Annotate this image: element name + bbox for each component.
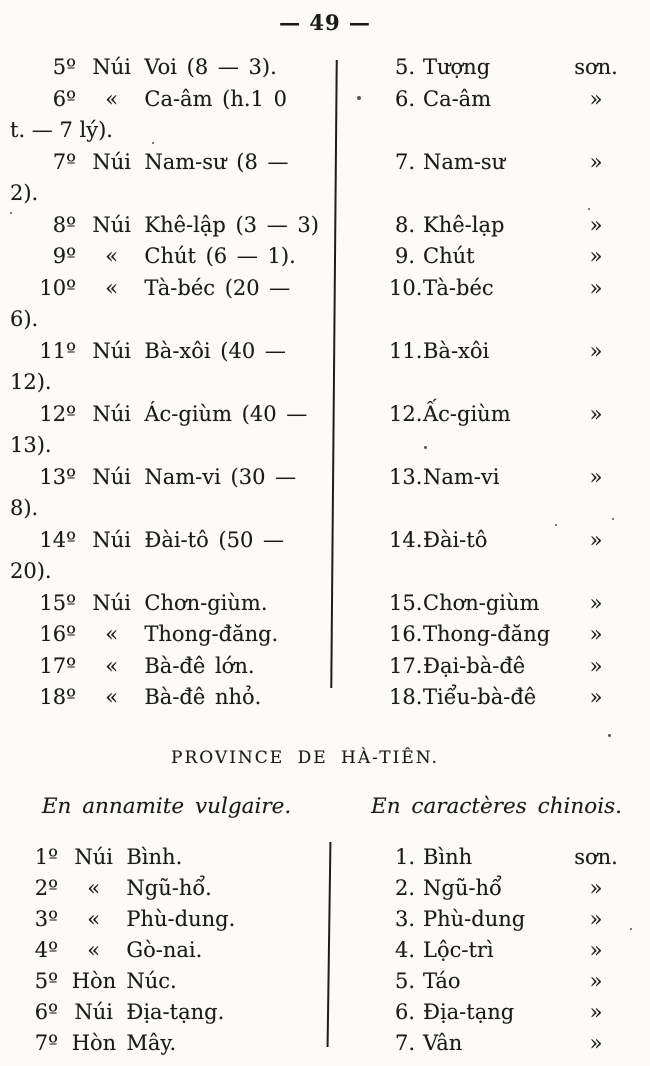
annamite-line [0,525,333,557]
entry-suffix-mark: » [589,937,603,962]
entry-ordinal: 17º [39,653,76,678]
annamite-cell [0,147,333,210]
chinese-cell [333,1028,650,1059]
entry-prefix: « [105,86,119,111]
chinese-cell [333,651,650,683]
entry-suffix-mark: » [589,464,603,489]
ink-speck [10,212,12,214]
chinese-cell [333,399,650,431]
annamite-cell [0,966,333,997]
page-number: — 49 — [279,10,371,35]
entry-suffix-mark: » [589,244,603,268]
annamite-line [0,682,333,714]
entry-ordinal: 6º [34,999,58,1024]
entry-prefix: Núi [92,590,131,615]
entry-ordinal: 18º [39,685,76,709]
entry-suffix-mark: » [589,527,603,552]
entry-number: 18. [389,685,423,709]
entry-prefix: « [87,906,101,931]
hatien-rows [0,842,650,1059]
annamite-cell [0,52,333,84]
entry-ordinal: 7º [52,149,76,174]
annamite-line [0,147,333,179]
entry-number: 13. [389,464,423,489]
continuation-line: 20). [10,559,52,583]
entry-suffix-mark: » [589,999,603,1024]
entry-name: Nam-vi (30 — [144,464,297,489]
chinese-cell [333,147,650,179]
annamite-line [0,588,333,620]
list-row [0,399,650,462]
entry-suffix-mark: » [589,86,603,111]
entry-prefix: Núi [92,149,131,174]
annamite-cell [0,210,333,242]
chinese-cell [333,904,650,935]
entry-suffix-mark: » [589,622,603,646]
entry-prefix: Hòn [71,1030,117,1055]
entry-prefix: « [105,653,119,678]
entry-number: 16. [389,622,423,646]
annamite-cell [0,873,333,904]
entry-name-chinese: Phù-dung [423,906,526,931]
entry-name: Bà-đê lớn. [144,653,255,678]
list-row [0,842,650,873]
entry-number: 7. [394,149,415,174]
entry-number: 15. [389,590,423,615]
entry-suffix-mark: » [589,401,603,426]
annamite-cell [0,273,333,336]
entry-number: 14. [389,527,423,552]
list-row [0,462,650,525]
annamite-line [0,241,333,273]
entry-number: 8. [394,212,415,237]
entry-name: Núc. [126,968,177,993]
annamite-line [0,399,333,431]
entry-ordinal: 8º [52,212,76,237]
column-header-chinois: En caractères chinois. [371,793,622,819]
entry-name: Bà-đê nhỏ. [144,685,262,709]
entry-prefix: Núi [92,464,131,489]
entry-prefix: Núi [74,844,113,869]
entry-name: Phù-dung. [126,906,236,931]
entry-prefix: Núi [92,338,131,363]
entry-name-chinese: Chơn-giùm [423,590,540,615]
entry-name: Ác-giùm (40 — [144,401,308,426]
chinese-cell [333,966,650,997]
annamite-cell [0,462,333,525]
entry-ordinal: 9º [52,244,76,268]
chinese-cell [333,588,650,620]
entry-number: 12. [389,401,423,426]
entry-prefix: « [105,244,119,268]
entry-ordinal: 5º [34,968,58,993]
entry-name-chinese: Tượng [423,55,491,79]
entry-ordinal: 12º [39,401,76,426]
entry-number: 2. [394,875,415,900]
list-row [0,273,650,336]
hatien-list [0,842,650,1059]
list-row [0,52,650,84]
entry-suffix-mark: sơn. [574,55,618,79]
annamite-line [0,619,333,651]
list-row [0,84,650,147]
chaudoc-list [0,52,650,714]
entry-name-chinese: Bà-xôi [423,338,490,363]
column-header-annamite: En annamite vulgaire. [41,793,292,819]
entry-number: 10. [389,275,423,300]
continuation-line: 12). [10,370,52,394]
entry-name: Khê-lập (3 — 3) [144,212,319,237]
annamite-cell [0,904,333,935]
annamite-cell [0,399,333,462]
entry-name: Gò-nai. [126,937,203,962]
entry-ordinal: 1º [34,844,58,869]
chinese-cell [333,210,650,242]
entry-ordinal: 4º [34,937,58,962]
continuation-line: 13). [10,433,52,457]
entry-name: Ngũ-hổ. [126,875,212,900]
list-row [0,210,650,242]
chinese-cell [333,997,650,1028]
entry-number: 11. [389,338,423,363]
entry-number: 9. [394,244,415,268]
entry-number: 1. [394,844,415,869]
chinese-cell [333,84,650,116]
entry-number: 4. [394,937,415,962]
entry-ordinal: 2º [34,875,58,900]
entry-name-chinese: Vân [423,1030,463,1055]
entry-number: 7. [394,1030,415,1055]
entry-suffix-mark: » [589,212,603,237]
annamite-cell [0,842,333,873]
chinese-cell [333,873,650,904]
entry-name: Đài-tô (50 — [144,527,285,552]
entry-suffix-mark: » [589,906,603,931]
list-row [0,241,650,273]
chinese-cell [333,336,650,368]
chinese-cell [333,935,650,966]
annamite-line [0,651,333,683]
ink-speck [588,208,590,210]
entry-suffix-mark: » [589,685,603,709]
chinese-cell [333,842,650,873]
entry-ordinal: 5º [52,55,76,79]
entry-number: 17. [389,653,423,678]
entry-suffix-mark: » [589,275,603,300]
entry-name-chinese: Bình [423,844,473,869]
entry-ordinal: 11º [39,338,76,363]
chinese-cell [333,273,650,305]
chinese-cell [333,52,650,84]
entry-name: Địa-tạng. [126,999,225,1024]
entry-ordinal: 10º [39,275,76,300]
entry-name-chinese: Thong-đăng [423,622,551,646]
entry-ordinal: 14º [39,527,76,552]
entry-name: Tà-béc (20 — [144,275,291,300]
chinese-cell [333,241,650,273]
entry-name-chinese: Đài-tô [423,527,488,552]
entry-name-chinese: Chút [423,244,475,268]
annamite-cell [0,336,333,399]
annamite-cell [0,935,333,966]
column-headers [0,794,650,819]
entry-prefix: Núi [92,401,131,426]
entry-name: Voi (8 — 3). [144,55,277,79]
annamite-line [0,336,333,368]
list-row [0,588,650,620]
entry-name: Thong-đăng. [144,622,279,646]
chaudoc-rows [0,52,650,714]
entry-name-chinese: Tà-béc [423,275,494,300]
entry-prefix: « [87,937,101,962]
entry-name-chinese: Địa-tạng [423,999,515,1024]
annamite-cell [0,241,333,273]
annamite-line [0,997,333,1028]
ink-speck [424,446,427,449]
entry-name: Chút (6 — 1). [144,244,296,268]
list-row [0,904,650,935]
entry-prefix: Núi [92,55,131,79]
entry-suffix-mark: » [589,338,603,363]
annamite-line [0,1028,333,1059]
entry-ordinal: 13º [39,464,76,489]
annamite-cell [0,682,333,714]
continuation-line: t. — 7 lý). [10,118,113,142]
annamite-line [0,462,333,494]
ink-speck [608,734,611,737]
entry-name-chinese: Nam-sư [423,149,506,174]
annamite-cell [0,651,333,683]
entry-prefix: Núi [74,999,113,1024]
entry-name-chinese: Lộc-trì [423,937,494,962]
chinese-cell [333,525,650,557]
annamite-line [0,935,333,966]
chinese-cell [333,619,650,651]
entry-prefix: Núi [92,527,131,552]
entry-number: 3. [394,906,415,931]
entry-name-chinese: Ca-âm [423,86,492,111]
entry-number: 5. [394,968,415,993]
entry-prefix: « [87,875,101,900]
section-heading: PROVINCE DE HÀ-TIÊN. [171,747,439,768]
entry-number: 6. [394,86,415,111]
entry-name-chinese: Nam-vi [423,464,500,489]
ink-speck [357,96,361,100]
annamite-line [0,52,333,84]
entry-ordinal: 16º [39,622,76,646]
list-row [0,682,650,714]
ink-speck [152,142,154,144]
list-row [0,1028,650,1059]
entry-prefix: « [105,275,119,300]
list-row [0,873,650,904]
annamite-line [0,904,333,935]
annamite-line [0,84,333,116]
entry-name: Bình. [126,844,183,869]
continuation-line: 2). [10,181,39,205]
list-row [0,651,650,683]
chinese-cell [333,462,650,494]
entry-suffix-mark: » [589,590,603,615]
annamite-line [0,966,333,997]
entry-suffix-mark: » [589,653,603,678]
entry-prefix: « [105,685,119,709]
entry-name-chinese: Táo [423,968,461,993]
entry-ordinal: 6º [52,86,76,111]
ink-speck [612,518,614,520]
entry-suffix-mark: » [589,149,603,174]
entry-prefix: « [105,622,119,646]
entry-name-chinese: Ngũ-hổ [423,875,502,900]
annamite-cell [0,997,333,1028]
annamite-cell [0,84,333,147]
list-row [0,997,650,1028]
continuation-line: 6). [10,307,39,331]
entry-ordinal: 3º [34,906,58,931]
entry-name: Bà-xôi (40 — [144,338,286,363]
list-row [0,619,650,651]
entry-number: 6. [394,999,415,1024]
annamite-cell [0,1028,333,1059]
annamite-cell [0,525,333,588]
entry-name: Nam-sư (8 — [144,149,289,174]
annamite-cell [0,588,333,620]
list-row [0,147,650,210]
entry-ordinal: 7º [34,1030,58,1055]
entry-suffix-mark: » [589,875,603,900]
entry-name-chinese: Đại-bà-đê [423,653,526,678]
entry-ordinal: 15º [39,590,76,615]
entry-name: Chơn-giùm. [144,590,268,615]
entry-prefix: Hòn [71,968,117,993]
annamite-line [0,210,333,242]
ink-speck [630,928,632,930]
continuation-line: 8). [10,496,39,520]
entry-prefix: Núi [92,212,131,237]
entry-suffix-mark: » [589,968,603,993]
entry-name-chinese: Tiểu-bà-đê [423,685,537,709]
entry-name: Ca-âm (h.1 0 [144,86,287,111]
annamite-line [0,873,333,904]
entry-suffix-mark: sơn. [574,844,618,869]
list-row [0,336,650,399]
ink-speck [555,524,557,526]
list-row [0,966,650,997]
entry-name-chinese: Ấc-giùm [423,401,511,426]
annamite-line [0,842,333,873]
annamite-cell [0,619,333,651]
entry-suffix-mark: » [589,1030,603,1055]
list-row [0,525,650,588]
list-row [0,935,650,966]
entry-number: 5. [394,55,415,79]
entry-name: Mây. [126,1030,177,1055]
entry-name-chinese: Khê-lạp [423,212,505,237]
annamite-line [0,273,333,305]
chinese-cell [333,682,650,714]
